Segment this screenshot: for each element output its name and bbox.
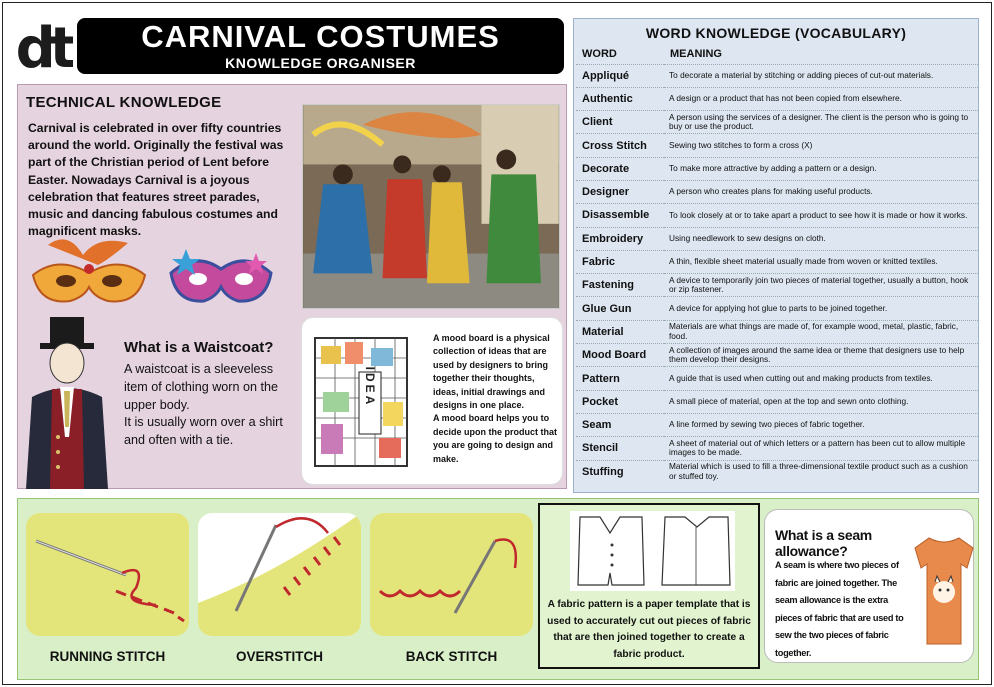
- running-stitch-label: RUNNING STITCH: [49, 649, 166, 664]
- vocab-meaning: Using needlework to sew designs on cloth.: [664, 227, 978, 250]
- vocab-word: Stencil: [576, 437, 664, 460]
- seam-allowance-title: What is a seam allowance?: [775, 527, 872, 559]
- vocab-word: Disassemble: [576, 204, 664, 227]
- vocab-meaning: A device to temporarily join two pieces of material together, usually a button, hook or zip fastener.: [664, 274, 978, 297]
- vocab-meaning: A small piece of material, open at the top and sewn onto clothing.: [664, 390, 978, 413]
- mood-board-text-1: A mood board is a physical collection of ideas that are used by designers to bring together their thoughts, ideas, initial drawings and designs in one place.: [433, 333, 550, 411]
- vocab-word: Stuffing: [576, 460, 664, 483]
- stitches-panel: [17, 498, 979, 680]
- table-row: [576, 367, 978, 390]
- vocab-word: Decorate: [576, 157, 664, 180]
- mood-board-card: [301, 317, 563, 485]
- vocab-meaning: A person who creates plans for making useful products.: [664, 180, 978, 203]
- running-stitch-needle-icon: [26, 513, 189, 636]
- vocab-word: Embroidery: [576, 227, 664, 250]
- vocab-meaning: A thin, flexible sheet material usually made from woven or knitted textiles.: [664, 250, 978, 273]
- mood-board-image: [311, 332, 411, 472]
- table-row: [576, 111, 978, 134]
- table-row: [576, 437, 978, 460]
- vocab-meaning: Material which is used to fill a three-dimensional textile product such as a cushion or stuffed toy.: [664, 460, 978, 483]
- carnival-parade-photo: [302, 104, 560, 309]
- running-stitch-image: [26, 513, 189, 636]
- orange-carnival-mask-icon: [28, 235, 150, 315]
- table-row: [576, 250, 978, 273]
- vocab-meaning: To make more attractive by adding a pattern or a design.: [664, 157, 978, 180]
- table-row: [576, 274, 978, 297]
- table-row: [576, 227, 978, 250]
- mood-board-description: [433, 332, 559, 466]
- vocab-word: Appliqué: [576, 64, 664, 87]
- fabric-pattern-text: A fabric pattern is a paper template that is used to accurately cut out pieces of fabric that are then joined together to create a fabric product.: [547, 599, 751, 660]
- waistcoat-text-2: It is usually worn over a shirt and often with a tie.: [124, 415, 283, 448]
- overstitch-needle-icon: [198, 513, 361, 636]
- table-row: [576, 134, 978, 157]
- vocabulary-heading: WORD KNOWLEDGE (VOCABULARY): [645, 25, 907, 41]
- vocab-meaning: A guide that is used when cutting out and making products from textiles.: [664, 367, 978, 390]
- vocab-meaning: A sheet of material out of which letters or a pattern has been cut to allow multiple images to be made.: [664, 437, 978, 460]
- table-row: [576, 180, 978, 203]
- vocab-meaning: A collection of images around the same idea or theme that designers use to help them develop their designs.: [664, 344, 978, 367]
- vocab-meaning: Materials are what things are made of, for example wood, metal, plastic, fabric, food.: [664, 320, 978, 343]
- table-row: [576, 320, 978, 343]
- mood-board-text-2: A mood board helps you to decide upon the product that you are going to design and make.: [433, 413, 557, 464]
- table-row: [576, 344, 978, 367]
- vocab-word: Designer: [576, 180, 664, 203]
- vocab-word: Cross Stitch: [576, 134, 664, 157]
- table-row: [576, 460, 978, 483]
- vocab-word: Pattern: [576, 367, 664, 390]
- waistcoat-figure-illustration: [22, 317, 112, 489]
- vocab-word: Pocket: [576, 390, 664, 413]
- seam-allowance-card: [764, 509, 974, 663]
- table-row: [576, 87, 978, 110]
- waistcoat-pattern-image: [570, 511, 735, 591]
- vocab-word: Seam: [576, 413, 664, 436]
- vocab-word: Fastening: [576, 274, 664, 297]
- meaning-column-header: MEANING: [664, 45, 978, 64]
- vocab-meaning: A design or a product that has not been copied from elsewhere.: [664, 87, 978, 110]
- back-stitch-image: [370, 513, 533, 636]
- table-row: [576, 157, 978, 180]
- vocab-word: Material: [576, 320, 664, 343]
- vocab-meaning: Sewing two stitches to form a cross (X): [664, 134, 978, 157]
- vocabulary-rows: [576, 64, 978, 483]
- waistcoat-title: What is a Waistcoat?: [124, 339, 274, 356]
- fabric-pattern-box: [538, 503, 760, 669]
- technical-heading: TECHNICAL KNOWLEDGE: [26, 94, 222, 111]
- overstitch-label: OVERSTITCH: [235, 649, 323, 664]
- table-row: [576, 390, 978, 413]
- back-stitch-label: BACK STITCH: [405, 649, 498, 664]
- vocabulary-panel: [573, 18, 979, 493]
- vocab-word: Glue Gun: [576, 297, 664, 320]
- vocab-meaning: To decorate a material by stitching or adding pieces of cut-out materials.: [664, 64, 978, 87]
- vocab-word: Authentic: [576, 87, 664, 110]
- back-stitch-needle-icon: [370, 513, 533, 636]
- orange-tshirt-icon: [913, 530, 975, 652]
- vocab-meaning: A person using the services of a designer. The client is the person who is going to buy or use the product.: [664, 111, 978, 134]
- waistcoat-text-1: A waistcoat is a sleeveless item of clothing worn on the upper body.: [124, 362, 279, 412]
- blue-pink-carnival-mask-icon: [166, 243, 276, 311]
- vocab-meaning: A device for applying hot glue to parts to be joined together.: [664, 297, 978, 320]
- word-column-header: WORD: [576, 45, 664, 64]
- table-row: [576, 413, 978, 436]
- table-row: [576, 204, 978, 227]
- logo-text: dt: [15, 17, 71, 73]
- dt-logo-icon: [13, 17, 73, 73]
- table-row: [576, 297, 978, 320]
- carnival-intro-text: Carnival is celebrated in over fifty countries around the world. Originally the festival was part of the Christian period of Lent before Easter. Nowadays Carnival is a joyous celebration that features street parades, music and dancing fabulous costumes and magnificent masks.: [28, 121, 284, 239]
- overstitch-image: [198, 513, 361, 636]
- vocab-meaning: To look closely at or to take apart a product to see how it is made or how it works.: [664, 204, 978, 227]
- page-title: CARNIVAL COSTUMES: [141, 19, 500, 54]
- vocabulary-table: [576, 45, 978, 483]
- mood-board-word: IDEA: [363, 366, 377, 408]
- title-banner: [77, 18, 564, 74]
- vocab-meaning: A line formed by sewing two pieces of fabric together.: [664, 413, 978, 436]
- seam-allowance-text: A seam is where two pieces of fabric are joined together. The seam allowance is the extra pieces of fabric that are used to sew the two pieces of fabric together.: [775, 560, 904, 658]
- vocab-word: Fabric: [576, 250, 664, 273]
- page-subtitle: KNOWLEDGE ORGANISER: [225, 55, 416, 71]
- vocab-word: Client: [576, 111, 664, 134]
- waistcoat-description: [124, 361, 296, 450]
- vocab-word: Mood Board: [576, 344, 664, 367]
- technical-knowledge-panel: [17, 84, 567, 489]
- table-row: [576, 64, 978, 87]
